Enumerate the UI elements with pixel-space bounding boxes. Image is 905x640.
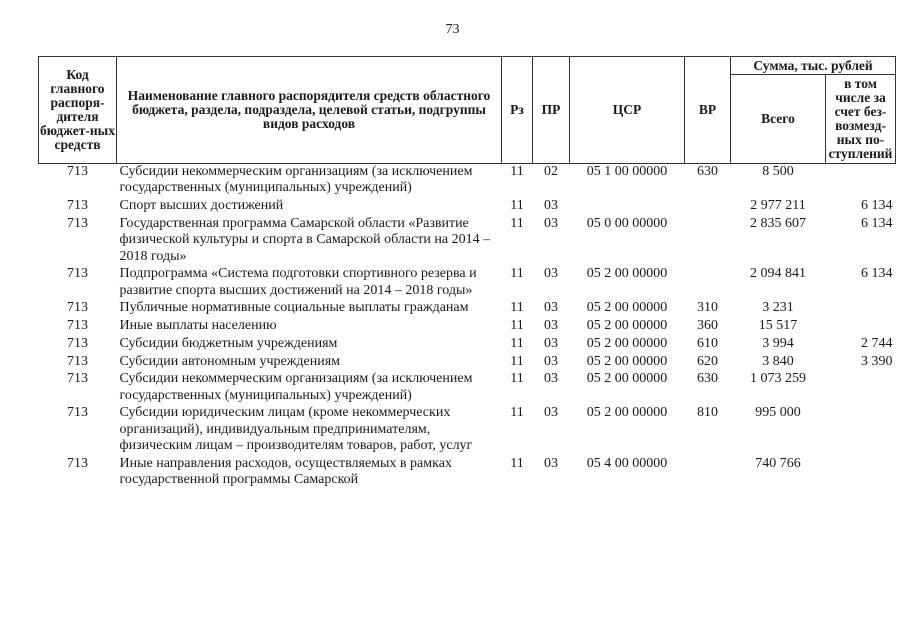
cell-total: 3 840 <box>762 353 794 369</box>
cell-code: 713 <box>67 405 88 421</box>
cell-free <box>826 405 896 456</box>
cell-total: 8 500 <box>762 164 794 179</box>
cell-vr: 810 <box>697 405 718 421</box>
header-pr: ПР <box>533 57 570 164</box>
cell-free <box>826 164 896 199</box>
cell-pr: 03 <box>544 198 558 214</box>
header-vr: ВР <box>685 57 731 164</box>
header-sum: Сумма, тыс. рублей <box>731 57 896 75</box>
cell-pr: 03 <box>544 405 558 421</box>
cell-rz: 11 <box>510 405 524 421</box>
cell-free <box>826 300 896 318</box>
cell-csr: 05 2 00 00000 <box>586 405 668 421</box>
cell-pr: 03 <box>544 455 558 471</box>
cell-free: 3 390 <box>861 353 893 369</box>
table-row <box>39 405 896 456</box>
cell-rz: 11 <box>510 215 524 231</box>
cell-csr: 05 4 00 00000 <box>586 455 668 471</box>
cell-total: 740 766 <box>755 455 801 471</box>
header-free: в том числе за счет без-возмезд-ных по-ступлений <box>826 75 896 164</box>
cell-free: 2 744 <box>861 335 893 351</box>
cell-name: Иные направления расходов, осуществляемых в рамках государственной программы Самарской <box>119 455 452 488</box>
cell-rz: 11 <box>510 266 524 282</box>
cell-vr: 630 <box>697 371 718 387</box>
table-row <box>39 318 896 336</box>
table-row <box>39 266 896 300</box>
cell-total: 2 977 211 <box>750 198 806 214</box>
header-total: Всего <box>731 75 826 164</box>
budget-table <box>38 56 896 490</box>
cell-vr <box>685 216 731 267</box>
cell-pr: 03 <box>544 318 558 334</box>
cell-code: 713 <box>67 164 88 179</box>
cell-vr: 360 <box>697 318 718 334</box>
cell-total: 2 094 841 <box>750 266 806 282</box>
table-row <box>39 164 896 199</box>
table-row <box>39 300 896 318</box>
cell-vr: 310 <box>697 300 718 316</box>
cell-vr: 620 <box>697 353 718 369</box>
cell-name: Подпрограмма «Система подготовки спортивного резерва и развитие спорта высших достижений на 2014 – 2018 годы» <box>119 266 477 298</box>
cell-code: 713 <box>67 455 88 471</box>
cell-csr: 05 2 00 00000 <box>586 335 668 351</box>
cell-csr: 05 0 00 00000 <box>586 215 668 231</box>
cell-csr: 05 2 00 00000 <box>586 266 668 282</box>
cell-vr <box>685 266 731 300</box>
cell-vr: 630 <box>697 164 718 179</box>
cell-pr: 03 <box>544 371 558 387</box>
cell-code: 713 <box>67 318 88 334</box>
cell-total: 15 517 <box>758 318 798 334</box>
cell-name: Субсидии некоммерческим организациям (за исключением государственных (муниципальных) учреждений) <box>119 164 473 196</box>
table-row <box>39 456 896 490</box>
table-body <box>39 164 896 490</box>
cell-rz: 11 <box>510 371 524 387</box>
cell-name: Спорт высших достижений <box>119 198 284 214</box>
cell-code: 713 <box>67 335 88 351</box>
cell-pr: 02 <box>544 164 558 179</box>
cell-code: 713 <box>67 215 88 231</box>
cell-csr: 05 2 00 00000 <box>586 371 668 387</box>
cell-code: 713 <box>67 300 88 316</box>
header-name: Наименование главного распорядителя средств областного бюджета, раздела, подраздела, целевой статьи, подгруппы видов расходов <box>117 57 502 164</box>
page-number: 73 <box>445 22 460 37</box>
cell-name: Субсидии автономным учреждениям <box>119 353 341 369</box>
cell-name: Иные выплаты населению <box>119 318 277 334</box>
cell-csr: 05 2 00 00000 <box>586 353 668 369</box>
cell-pr: 03 <box>544 266 558 282</box>
header-csr: ЦСР <box>570 57 685 164</box>
cell-vr <box>685 456 731 490</box>
cell-rz: 11 <box>510 335 524 351</box>
cell-rz: 11 <box>510 455 524 471</box>
cell-rz: 11 <box>510 353 524 369</box>
cell-free <box>826 371 896 405</box>
cell-rz: 11 <box>510 198 524 214</box>
header-code: Код главного распоря-дителя бюджет-ных средств <box>39 57 117 164</box>
table-row <box>39 336 896 354</box>
table-header <box>39 57 896 164</box>
cell-rz: 11 <box>510 164 524 179</box>
cell-csr <box>570 198 685 216</box>
cell-vr: 610 <box>697 335 718 351</box>
cell-pr: 03 <box>544 353 558 369</box>
table-row <box>39 216 896 267</box>
cell-free <box>826 456 896 490</box>
cell-total: 1 073 259 <box>750 371 806 387</box>
cell-name: Публичные нормативные социальные выплаты гражданам <box>119 300 469 316</box>
cell-code: 713 <box>67 371 88 387</box>
cell-rz: 11 <box>510 300 524 316</box>
cell-csr: 05 2 00 00000 <box>586 300 668 316</box>
cell-free: 6 134 <box>861 266 893 282</box>
cell-free: 6 134 <box>861 215 893 231</box>
table-row <box>39 371 896 405</box>
cell-name: Субсидии бюджетным учреждениям <box>119 335 338 351</box>
cell-total: 2 835 607 <box>750 215 806 231</box>
cell-name: Субсидии некоммерческим организациям (за исключением государственных (муниципальных) учреждений) <box>119 371 473 403</box>
cell-code: 713 <box>67 198 88 214</box>
cell-rz: 11 <box>510 318 524 334</box>
table-row <box>39 354 896 372</box>
table-row <box>39 198 896 216</box>
cell-pr: 03 <box>544 335 558 351</box>
cell-csr: 05 1 00 00000 <box>586 164 668 179</box>
cell-vr <box>685 198 731 216</box>
cell-code: 713 <box>67 266 88 282</box>
header-rz: Рз <box>502 57 533 164</box>
cell-total: 3 231 <box>762 300 794 316</box>
cell-total: 995 000 <box>755 405 801 421</box>
cell-pr: 03 <box>544 215 558 231</box>
cell-pr: 03 <box>544 300 558 316</box>
cell-free <box>826 318 896 336</box>
cell-csr: 05 2 00 00000 <box>586 318 668 334</box>
cell-name: Субсидии юридическим лицам (кроме некоммерческих организаций), индивидуальным предпринимателям, физическим лицам – производителям товаров, работ, услуг <box>119 405 473 454</box>
cell-code: 713 <box>67 353 88 369</box>
cell-total: 3 994 <box>762 335 794 351</box>
cell-free: 6 134 <box>861 198 893 214</box>
cell-name: Государственная программа Самарской области «Развитие физической культуры и спорта в Самарской области на 2014 – 2018 годы» <box>119 215 491 264</box>
